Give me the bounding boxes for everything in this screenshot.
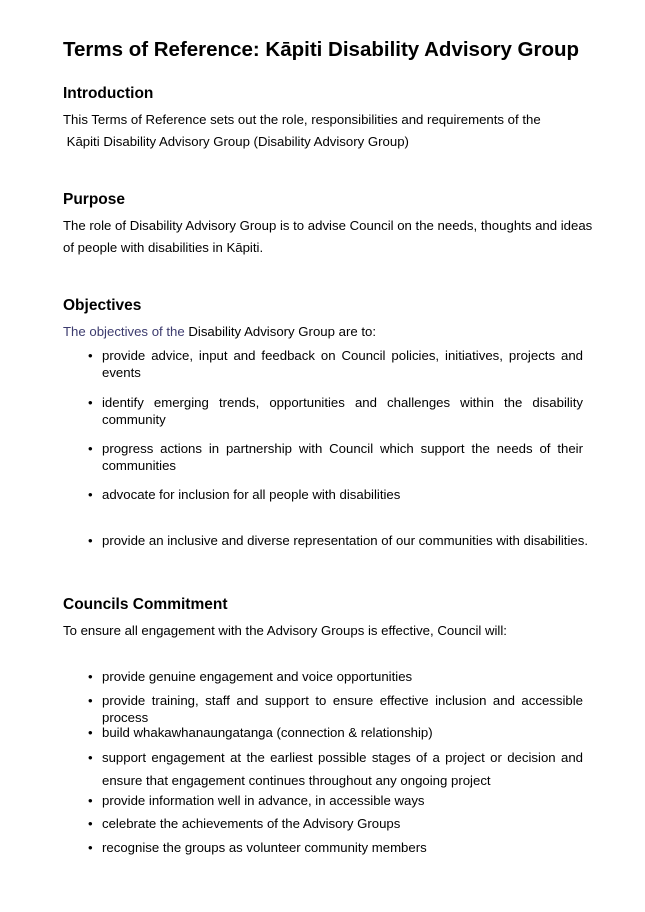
list-item: • provide an inclusive and diverse representation of our communities with disabilities. bbox=[88, 533, 588, 548]
heading-councils-commitment: Councils Commitment bbox=[63, 596, 228, 613]
objectives-intro-a: The objectives of the bbox=[63, 324, 185, 339]
list-item: • support engagement at the earliest possible stages of a project or decision and ensure that engagement continues throughout any ongoing project bbox=[88, 750, 583, 788]
page-title: Terms of Reference: Kāpiti Disability Advisory Group bbox=[63, 38, 580, 61]
objectives-intro bbox=[63, 321, 376, 343]
purpose-line-1: The role of Disability Advisory Group is to advise Council on the needs, thoughts and ideas bbox=[63, 218, 593, 233]
list-item: • progress actions in partnership with Council which support the needs of their communities bbox=[88, 441, 583, 473]
commitment-intro: To ensure all engagement with the Advisory Groups is effective, Council will: bbox=[63, 623, 507, 638]
list-item: • identify emerging trends, opportunities and challenges within the disability community bbox=[88, 395, 583, 427]
list-item: • celebrate the achievements of the Advisory Groups bbox=[88, 816, 401, 831]
heading-purpose: Purpose bbox=[63, 191, 126, 208]
list-item: • provide training, staff and support to ensure effective inclusion and accessible process bbox=[88, 693, 583, 725]
heading-introduction: Introduction bbox=[63, 85, 154, 102]
intro-line-1: This Terms of Reference sets out the role, responsibilities and requirements of the bbox=[63, 112, 541, 127]
list-item: • provide information well in advance, in accessible ways bbox=[88, 793, 425, 808]
list-item: • advocate for inclusion for all people with disabilities bbox=[88, 487, 401, 502]
purpose-line-2: of people with disabilities in Kāpiti. bbox=[63, 240, 264, 255]
list-item: • provide genuine engagement and voice opportunities bbox=[88, 669, 413, 684]
objectives-intro-b: Disability Advisory Group are to: bbox=[184, 324, 376, 339]
intro-line-2: Kāpiti Disability Advisory Group (Disability Advisory Group) bbox=[63, 134, 409, 149]
list-item: • provide advice, input and feedback on Council policies, initiatives, projects and events bbox=[88, 348, 583, 380]
list-item: • recognise the groups as volunteer community members bbox=[88, 840, 427, 855]
list-item: • build whakawhanaungatanga (connection & relationship) bbox=[88, 725, 433, 740]
heading-objectives: Objectives bbox=[63, 297, 142, 314]
